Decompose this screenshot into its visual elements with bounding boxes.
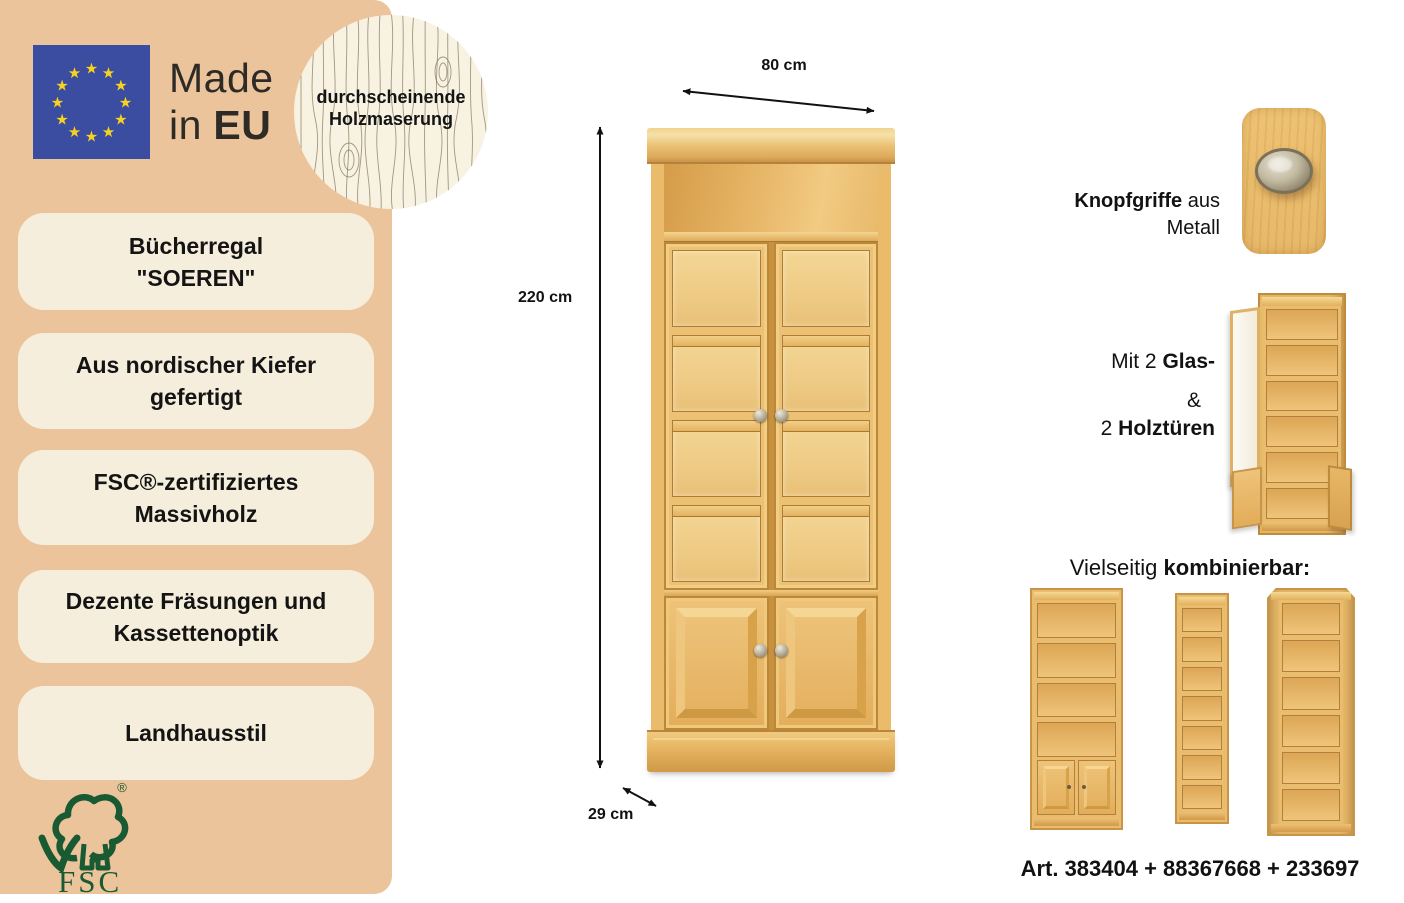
fsc-logo-icon bbox=[34, 778, 134, 896]
open-doors-photo bbox=[1230, 293, 1346, 535]
feature-card-fsc: FSC®-zertifiziertes Massivholz bbox=[18, 450, 374, 545]
bookshelf-cornice bbox=[647, 128, 895, 164]
svg-text:★: ★ bbox=[114, 110, 128, 129]
width-arrow-icon bbox=[683, 91, 874, 111]
bookshelf-photo bbox=[647, 128, 895, 772]
metal-knob-icon bbox=[1255, 148, 1313, 194]
eu-flag-icon bbox=[33, 45, 150, 159]
svg-text:★: ★ bbox=[84, 127, 99, 146]
wood-grain-badge-label: durchscheinende Holzmaserung bbox=[316, 87, 466, 129]
doors-caption: Mit 2 Glas- & 2 Holztüren bbox=[1100, 350, 1215, 440]
depth-arrow-icon bbox=[623, 788, 656, 806]
open-wood-door-icon bbox=[1232, 467, 1262, 530]
glass-door-left bbox=[664, 242, 769, 590]
bookshelf-plinth bbox=[647, 730, 895, 772]
svg-text:★: ★ bbox=[50, 93, 65, 112]
feature-card-style: Landhausstil bbox=[18, 686, 374, 780]
svg-text:★: ★ bbox=[101, 122, 116, 141]
article-numbers-label: Art. 383404 + 88367668 + 233697 bbox=[1020, 856, 1360, 881]
variant-photo-wide bbox=[1030, 588, 1123, 830]
svg-text:★: ★ bbox=[84, 59, 99, 78]
wood-door-left bbox=[664, 596, 769, 730]
made-in-eu-label: Made in EU bbox=[169, 55, 274, 148]
door-knob-icon bbox=[775, 409, 788, 422]
wood-door-right bbox=[774, 596, 879, 730]
bookshelf-glass-doors bbox=[664, 242, 878, 590]
svg-text:★: ★ bbox=[55, 110, 69, 129]
svg-text:★: ★ bbox=[55, 76, 69, 95]
bookshelf-wood-doors bbox=[664, 596, 878, 730]
variant-photo-narrow bbox=[1175, 593, 1229, 824]
depth-dimension-label: 29 cm bbox=[588, 806, 634, 823]
combinable-heading: Vielseitig kombinierbar: bbox=[1069, 555, 1311, 580]
svg-text:★: ★ bbox=[101, 64, 116, 83]
feature-card-material: Aus nordischer Kiefer gefertigt bbox=[18, 333, 374, 429]
feature-card-milling: Dezente Fräsungen und Kassettenoptik bbox=[18, 570, 374, 663]
open-glass-door-icon bbox=[1230, 307, 1260, 487]
bookshelf-open-compartment bbox=[664, 164, 878, 242]
door-knob-icon bbox=[754, 409, 767, 422]
open-wood-door-icon bbox=[1328, 465, 1352, 531]
svg-text:★: ★ bbox=[67, 64, 82, 83]
svg-text:FSC: FSC bbox=[58, 864, 123, 896]
svg-text:★: ★ bbox=[114, 76, 128, 95]
feature-card-product-name: Bücherregal "SOEREN" bbox=[18, 213, 374, 310]
glass-door-right bbox=[774, 242, 879, 590]
svg-text:★: ★ bbox=[118, 93, 133, 112]
wood-grain-badge bbox=[293, 14, 489, 210]
knob-detail-photo bbox=[1242, 108, 1326, 254]
svg-text:★: ★ bbox=[67, 122, 82, 141]
variant-photo-corner bbox=[1267, 588, 1355, 836]
svg-text:®: ® bbox=[117, 780, 127, 795]
width-dimension-label: 80 cm bbox=[761, 57, 807, 74]
height-dimension-label: 220 cm bbox=[518, 289, 573, 306]
knob-caption: Knopfgriffe aus Metall bbox=[1074, 190, 1220, 239]
